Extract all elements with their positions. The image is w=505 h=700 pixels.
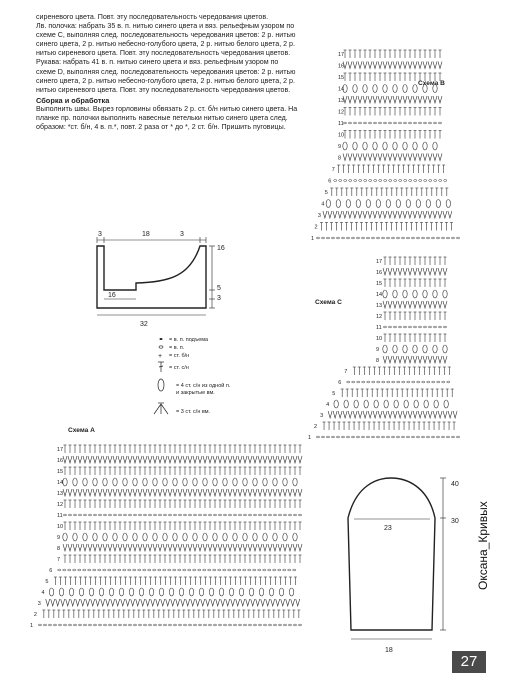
svg-text:14: 14 xyxy=(376,292,383,298)
svg-text:3: 3 xyxy=(317,213,321,219)
svg-text:14: 14 xyxy=(57,480,64,486)
dim-right-top: 3 xyxy=(180,231,184,238)
sleeve-dim-width: 23 xyxy=(384,525,392,532)
svg-text:12: 12 xyxy=(57,502,64,508)
scheme-c-chart xyxy=(308,257,460,441)
dim-right-height: 16 xyxy=(217,245,225,252)
svg-text:9: 9 xyxy=(57,535,61,541)
svg-text:10: 10 xyxy=(57,524,64,530)
dim-inner: 16 xyxy=(108,292,116,299)
svg-text:14: 14 xyxy=(338,86,345,93)
svg-text:3: 3 xyxy=(37,601,41,607)
svg-text:16: 16 xyxy=(57,458,64,464)
sleeve-dim-mid: 30 xyxy=(451,518,459,525)
dc3tog-symbol xyxy=(154,403,168,414)
legend-dc3tog: = 3 ст. с/н вм. xyxy=(176,409,211,415)
svg-text:16: 16 xyxy=(376,270,383,276)
svg-text:17: 17 xyxy=(338,52,345,58)
scheme-a-label: Схема А xyxy=(68,427,95,434)
scheme-c-label: Схема С xyxy=(315,299,342,306)
svg-text:7: 7 xyxy=(331,167,335,173)
svg-text:9: 9 xyxy=(376,347,380,353)
svg-text:10: 10 xyxy=(338,132,345,139)
legend-sc: = ст. б/н xyxy=(169,353,190,359)
svg-text:4: 4 xyxy=(326,402,330,408)
svg-text:2: 2 xyxy=(314,424,318,430)
svg-text:16: 16 xyxy=(338,63,345,70)
sleeve-dim-bottom: 18 xyxy=(385,647,393,654)
svg-text:1: 1 xyxy=(311,236,315,242)
svg-text:13: 13 xyxy=(338,98,345,104)
svg-text:15: 15 xyxy=(376,281,383,287)
dim-mid-top: 18 xyxy=(142,231,150,238)
svg-text:17: 17 xyxy=(376,259,383,265)
svg-text:11: 11 xyxy=(57,513,63,519)
sleeve-dim-top: 40 xyxy=(451,481,459,488)
svg-text:15: 15 xyxy=(338,75,345,81)
legend-dc: = ст. с/н xyxy=(169,365,189,371)
paragraph-assembly: Выполнить швы. Вырез горловины обвязать 2 р. ст. б/н нитью синего цвета. На планке пр. полочки выполнить навесные петельки нитью синего цвета след. образом: *ст. б/н, 4 в. п.*, повт. 2 раза от * до *, 2 ст. б/н. Пришить пуговицы. xyxy=(36,104,298,132)
assembly-heading: Сборка и обработка xyxy=(36,95,110,105)
svg-text:13: 13 xyxy=(57,491,64,497)
scheme-a-chart xyxy=(30,445,302,629)
svg-text:4: 4 xyxy=(321,201,325,208)
svg-text:11: 11 xyxy=(338,121,344,127)
svg-text:6: 6 xyxy=(49,568,53,574)
svg-text:5: 5 xyxy=(45,579,49,585)
svg-text:15: 15 xyxy=(57,469,64,475)
svg-text:8: 8 xyxy=(57,546,61,552)
paragraph-intro: сиреневого цвета. Повт. эту последовательность чередования цветов. xyxy=(36,13,269,21)
body-pattern xyxy=(97,237,215,315)
legend-bobble: = 4 ст. с/н из одной п. xyxy=(176,383,231,389)
dim-bottom: 32 xyxy=(140,321,148,328)
single-crochet-symbol: + xyxy=(158,353,163,360)
svg-text:6: 6 xyxy=(328,178,332,185)
svg-text:7: 7 xyxy=(344,369,348,375)
dim-small-b: 3 xyxy=(217,295,221,302)
svg-text:11: 11 xyxy=(376,325,382,331)
paragraph-left-front: Лв. полочка: набрать 35 в. п. нитью синего цвета и вяз. рельефным узором по схеме С, выполняя след. последовательность чередования цветов: 2 р. нитью синего цвета, 2 р. нитью небесно-голубого цвета, 2 р. нитью белого цвета, 2 р. нитью сиреневого цвета. Повт. эту последовательность чередования цветов. xyxy=(36,22,296,58)
svg-text:2: 2 xyxy=(314,224,318,231)
chain-symbol xyxy=(159,346,163,348)
dim-small-a: 5 xyxy=(217,285,221,292)
svg-text:1: 1 xyxy=(30,623,34,629)
scheme-b-chart xyxy=(311,50,460,242)
svg-text:4: 4 xyxy=(41,590,45,596)
svg-text:12: 12 xyxy=(376,314,383,320)
svg-text:8: 8 xyxy=(376,358,380,364)
legend-chain: = в. п. xyxy=(169,345,185,351)
svg-text:17: 17 xyxy=(57,447,64,453)
svg-text:1: 1 xyxy=(308,435,312,441)
legend xyxy=(154,337,231,415)
chain-raise-symbol xyxy=(160,338,163,340)
svg-text:7: 7 xyxy=(57,557,61,563)
watermark-text: Оксана_Кривых xyxy=(476,501,490,590)
sleeve-pattern xyxy=(348,478,446,639)
svg-text:12: 12 xyxy=(338,109,345,116)
svg-text:5: 5 xyxy=(332,391,336,397)
svg-text:9: 9 xyxy=(338,144,342,150)
svg-text:5: 5 xyxy=(324,190,328,196)
page-number: 27 xyxy=(452,651,486,673)
legend-chain-raise: = в. п. подъема xyxy=(169,337,209,343)
scheme-b-label: Схема В xyxy=(418,80,445,87)
svg-text:2: 2 xyxy=(33,612,37,618)
paragraph-sleeves: Рукава: набрать 41 в. п. нитью синего цвета и вяз. рельефным узором по схеме D, выполняя след. последовательность чередования цветов: 2 р. нитью синего цвета, 2 р. нитью небесно-голубого цвета, 2 р. нитью белого цвета, 2 р. нитью сиреневого цвета. Повт. эту последовательность чередования цветов. xyxy=(36,58,296,94)
svg-text:8: 8 xyxy=(338,155,342,162)
legend-bobble-2: и закрытые вм. xyxy=(176,390,215,396)
bobble-symbol xyxy=(158,379,164,391)
svg-text:6: 6 xyxy=(338,380,342,386)
dim-left-top: 3 xyxy=(98,231,102,238)
svg-text:10: 10 xyxy=(376,336,383,342)
double-crochet-symbol xyxy=(158,362,164,372)
svg-text:3: 3 xyxy=(320,413,324,419)
svg-text:13: 13 xyxy=(376,303,383,309)
